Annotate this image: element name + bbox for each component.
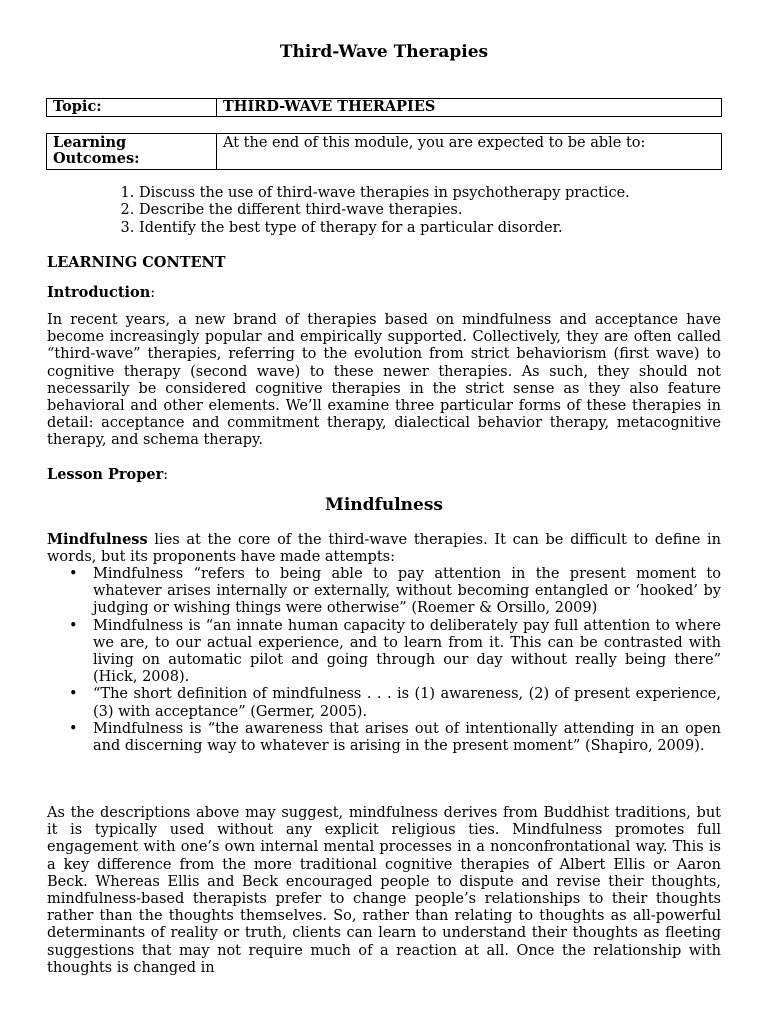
topic-value: THIRD-WAVE THERAPIES (217, 99, 722, 117)
learning-outcomes-table (46, 133, 722, 170)
bullet-icon: • (69, 720, 78, 737)
definition-item (47, 721, 721, 755)
definitions-list (47, 566, 721, 755)
learning-outcomes-row (47, 134, 722, 170)
intro-paragraph: In recent years, a new brand of therapies based on mindfulness and acceptance have become increasingly popular and empirically supported. Collectively, they are often called “third-wave” therapies, referring to the evolution from strict behaviorism (first wave) to cognitive therapy (second wave) to these newer therapies. As such, they should not necessarily be considered cognitive therapies in the strict sense as they also feature behavioral and other elements. We’ll examine three particular forms of these therapies in detail: acceptance and commitment therapy, dialectical behavior therapy, metacognitive therapy, and schema therapy. (47, 312, 721, 449)
introduction-colon: : (150, 285, 156, 301)
closing-paragraph: As the descriptions above may suggest, mindfulness derives from Buddhist traditions, but it is typically used without any explicit religious ties. Mindfulness promotes full engagement with one’s own internal mental processes in a nonconfrontational way. This is a key difference from the more traditional cognitive therapies of Albert Ellis or Aaron Beck. Whereas Ellis and Beck encouraged people to dispute and revise their thoughts, mindfulness-based therapists prefer to change people’s relationships to their thoughts rather than the thoughts themselves. So, rather than relating to thoughts as all-powerful determinants of reality or truth, clients can learn to understand their thoughts as fleeting suggestions that may not require much of a reaction at all. Once the relationship with thoughts is changed in (47, 805, 721, 976)
topic-label: Topic: (47, 99, 217, 117)
outcome-item: 3. Identify the best type of therapy for a particular disorder. (139, 220, 739, 237)
bullet-icon: • (69, 617, 78, 634)
bullet-icon: • (69, 566, 78, 582)
lesson-proper-heading (47, 466, 721, 484)
lesson-proper-label: Lesson Proper (47, 466, 164, 483)
introduction-label: Introduction (47, 284, 151, 301)
outcomes-list (94, 185, 739, 237)
outcome-item: 2. Describe the different third-wave therapies. (139, 202, 739, 219)
definition-text: Mindfulness is “an innate human capacity to deliberately pay full attention to where we are, to our actual experience, and to learn from it. This can be contrasted with living on automatic pilot and going through our day without really being there” (Hick, 2008). (93, 617, 721, 686)
mindfulness-intro-text: lies at the core of the third-wave therapies. It can be difficult to define in words, but its proponents have made attempts: (47, 532, 721, 566)
learning-outcomes-label: Learning Outcomes: (47, 134, 217, 170)
definition-text: Mindfulness is “the awareness that arises out of intentionally attending in an open and discerning way to whatever is arising in the present moment” (Shapiro, 2009). (93, 720, 721, 755)
definition-text: “The short definition of mindfulness . . . is (1) awareness, (2) of present experience, (3) with acceptance” (Germer, 2005). (93, 686, 721, 720)
bullet-icon: • (69, 686, 78, 703)
introduction-heading (47, 284, 721, 302)
topic-table (46, 98, 722, 117)
learning-outcomes-value: At the end of this module, you are expected to be able to: (217, 134, 722, 170)
definition-item (47, 566, 721, 618)
topic-row (47, 99, 722, 117)
outcome-item: 1. Discuss the use of third-wave therapies in psychotherapy practice. (139, 185, 739, 202)
page-title: Third-Wave Therapies (279, 42, 489, 62)
mindfulness-term: Mindfulness (47, 531, 148, 548)
definition-item (47, 686, 721, 720)
lesson-proper-colon: : (163, 467, 169, 483)
section-heading: Mindfulness (325, 495, 443, 515)
learning-content-heading: LEARNING CONTENT (47, 254, 226, 271)
definition-item (47, 618, 721, 687)
definition-text: Mindfulness “refers to being able to pay attention in the present moment to whatever arises internally or externally, without becoming entangled or ‘hooked’ by judging or wishing things were otherwise” (Roemer & Orsillo, 2009) (93, 566, 721, 617)
mindfulness-intro (47, 531, 721, 566)
